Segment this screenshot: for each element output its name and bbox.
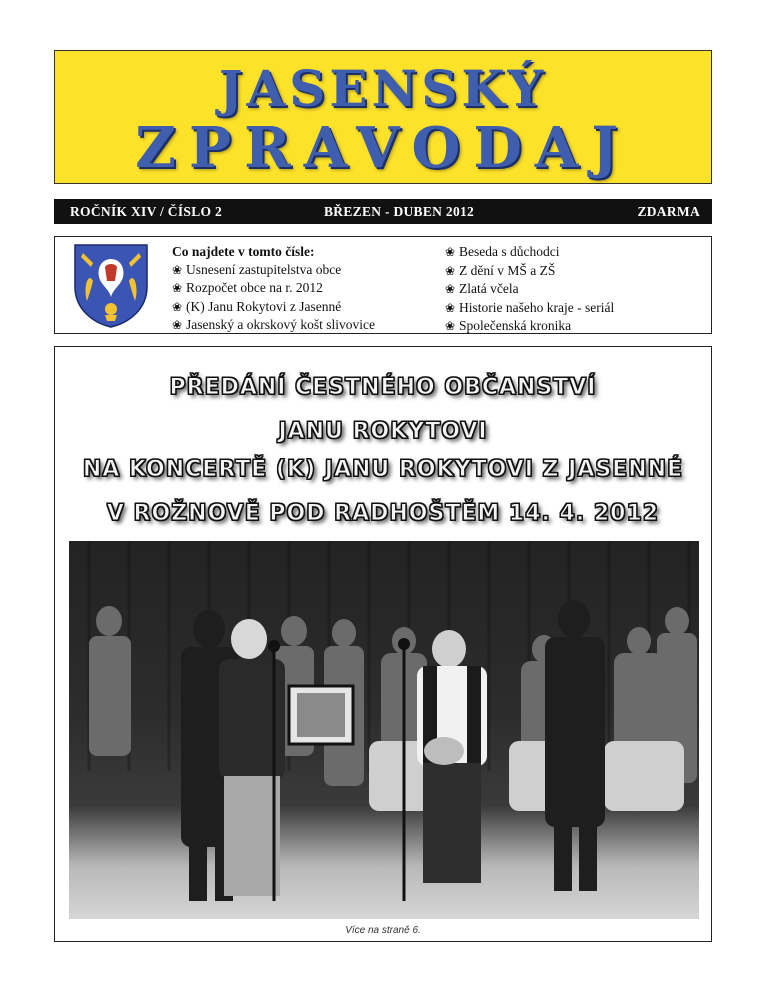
flower-bullet-icon: ❀: [445, 263, 456, 278]
flower-bullet-icon: ❀: [172, 281, 183, 295]
contents-item: [172, 316, 375, 335]
contents-item: [445, 299, 614, 318]
cover-photo: [69, 541, 699, 919]
contents-item-label: Společenská kronika: [459, 318, 572, 333]
contents-item: [445, 243, 614, 262]
contents-item: [445, 280, 614, 299]
contents-item-label: Zlatá včela: [459, 281, 519, 296]
flower-bullet-icon: ❀: [172, 318, 183, 332]
masthead-title-line1: JASENSKÝ: [218, 59, 548, 118]
flower-bullet-icon: ❀: [172, 299, 183, 314]
contents-item-label: Rozpočet obce na r. 2012: [186, 280, 323, 295]
contents-item-label: Historie našeho kraje - seriál: [459, 299, 615, 315]
issue-period: BŘEZEN - DUBEN 2012: [324, 204, 475, 219]
masthead-title-line2: ZPRAVODAJ: [135, 115, 631, 181]
headline-line2: JANU ROKYTOVI: [278, 419, 488, 444]
contents-heading: Co najdete v tomto čísle:: [172, 244, 315, 259]
contents-item-label: (K) Janu Rokytovi z Jasenné: [186, 298, 342, 314]
contents-left-column: [172, 243, 375, 335]
contents-item-label: Usnesení zastupitelstva obce: [186, 261, 342, 277]
flower-bullet-icon: ❀: [445, 245, 456, 259]
issue-volume: ROČNÍK XIV / ČÍSLO 2: [70, 204, 223, 219]
contents-item: [172, 298, 375, 317]
contents-item-label: Z dění v MŠ a ZŠ: [459, 262, 556, 278]
contents-item-label: Jasenský a okrskový košt slivovice: [186, 317, 375, 332]
ceremony-photo-illustration: [69, 541, 699, 919]
cover-story-frame: [54, 346, 712, 942]
masthead: [54, 50, 712, 184]
issue-price: ZDARMA: [637, 204, 700, 219]
contents-item: [445, 317, 614, 336]
flower-bullet-icon: ❀: [445, 300, 456, 315]
headline-line4: V ROŽNOVĚ POD RADHOŠTĚM 14. 4. 2012: [106, 501, 660, 526]
coat-of-arms-icon: [61, 241, 161, 329]
photo-caption: Více na straně 6.: [345, 925, 421, 936]
flower-bullet-icon: ❀: [445, 282, 456, 296]
flower-bullet-icon: ❀: [172, 262, 183, 277]
contents-right-column: [445, 243, 614, 336]
issue-info-bar: [54, 199, 712, 224]
headline-line3: NA KONCERTĚ (K) JANU ROKYTOVI Z JASENNÉ: [82, 457, 684, 482]
headline-line1: PŘEDÁNÍ ČESTNÉHO OBČANSTVÍ: [169, 375, 597, 400]
contents-item-label: Beseda s důchodci: [459, 244, 560, 259]
contents-box: [54, 236, 712, 334]
contents-item: [172, 279, 375, 298]
contents-item: [445, 262, 614, 281]
contents-item: [172, 261, 375, 280]
flower-bullet-icon: ❀: [445, 319, 456, 333]
